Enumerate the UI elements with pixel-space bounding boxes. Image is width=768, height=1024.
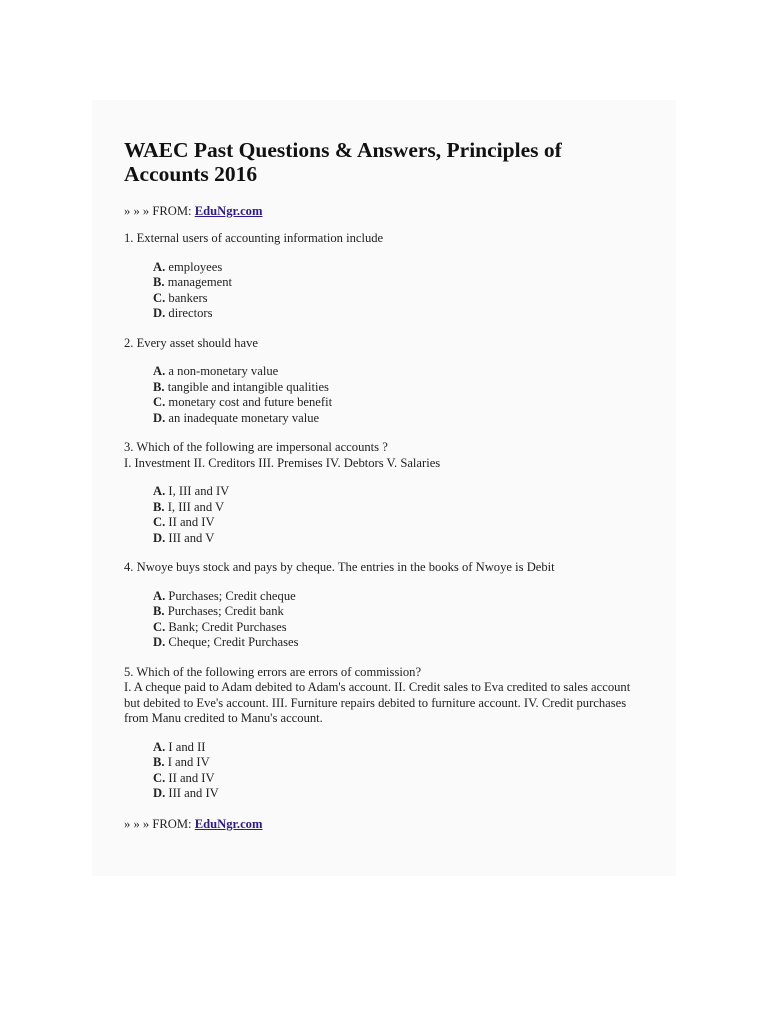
question-detail: I. Investment II. Creditors III. Premises IV. Debtors V. Salaries <box>124 455 441 470</box>
option-text: I and IV <box>167 755 210 769</box>
option-text: III and IV <box>168 786 219 800</box>
option-letter: B. <box>153 755 165 769</box>
option-letter: C. <box>153 770 166 785</box>
option-text: directors <box>168 306 213 320</box>
option-letter: A. <box>153 588 166 603</box>
option-text: Purchases; Credit bank <box>167 604 284 618</box>
option-a <box>153 740 644 756</box>
option-a <box>153 260 644 276</box>
option-letter: C. <box>153 290 166 305</box>
option-d <box>153 786 644 802</box>
option-c <box>153 515 644 531</box>
question-4 <box>124 560 644 651</box>
option-letter: B. <box>153 379 165 394</box>
options-list <box>153 740 644 802</box>
option-b <box>153 275 644 291</box>
question-detail: I. A cheque paid to Adam debited to Adam's account. II. Credit sales to Eva credited to sales account but debited to Eve's account. III. Furniture repairs debited to furniture account. IV. Credit purchases from Manu credited to Manu's account. <box>124 680 631 725</box>
option-d <box>153 306 644 322</box>
option-letter: A. <box>153 484 166 498</box>
option-text: an inadequate monetary value <box>168 410 320 425</box>
option-d <box>153 531 644 547</box>
question-text: 5. Which of the following errors are errors of commission? <box>124 664 422 679</box>
option-text: bankers <box>168 290 208 305</box>
options-list <box>153 589 644 651</box>
option-text: employees <box>168 259 223 274</box>
question-text: 2. Every asset should have <box>124 335 258 350</box>
option-b <box>153 500 644 516</box>
option-letter: B. <box>153 604 165 618</box>
source-prefix: » » » FROM: <box>124 816 192 831</box>
options-list <box>153 260 644 322</box>
option-letter: D. <box>153 786 166 800</box>
source-link[interactable]: EduNgr.com <box>194 204 263 218</box>
document-title: WAEC Past Questions & Answers, Principles of Accounts 2016 <box>124 138 562 186</box>
option-letter: D. <box>153 410 166 425</box>
option-c <box>153 620 644 636</box>
source-link[interactable]: EduNgr.com <box>194 816 263 831</box>
option-text: III and V <box>168 530 215 545</box>
source-line-top <box>124 203 644 219</box>
option-text: II and IV <box>168 515 215 529</box>
option-c <box>153 395 644 411</box>
question-2 <box>124 336 644 427</box>
question-5 <box>124 665 644 802</box>
option-text: Purchases; Credit cheque <box>168 588 296 603</box>
option-d <box>153 411 644 427</box>
option-text: Cheque; Credit Purchases <box>168 635 299 649</box>
option-text: monetary cost and future benefit <box>168 395 333 409</box>
option-text: II and IV <box>168 770 215 785</box>
options-list <box>153 364 644 426</box>
question-text: 1. External users of accounting information include <box>124 231 384 245</box>
option-a <box>153 589 644 605</box>
options-list <box>153 484 644 546</box>
option-b <box>153 755 644 771</box>
option-letter: D. <box>153 306 166 320</box>
question-1 <box>124 231 644 322</box>
option-letter: C. <box>153 619 166 634</box>
option-text: a non-monetary value <box>168 364 279 378</box>
option-text: management <box>167 275 233 289</box>
option-c <box>153 291 644 307</box>
question-text: 3. Which of the following are impersonal accounts ? <box>124 440 388 454</box>
option-d <box>153 635 644 651</box>
option-text: I and II <box>168 739 206 754</box>
option-text: I, III and V <box>167 499 225 514</box>
option-text: I, III and IV <box>168 484 230 498</box>
option-letter: D. <box>153 530 166 545</box>
option-letter: B. <box>153 275 165 289</box>
option-a <box>153 364 644 380</box>
option-letter: A. <box>153 259 166 274</box>
question-3 <box>124 440 644 546</box>
question-text: 4. Nwoye buys stock and pays by cheque. The entries in the books of Nwoye is Debit <box>124 560 555 574</box>
option-letter: B. <box>153 499 165 514</box>
document-content <box>124 138 644 844</box>
option-letter: A. <box>153 739 166 754</box>
option-text: Bank; Credit Purchases <box>168 619 287 634</box>
option-letter: A. <box>153 364 166 378</box>
option-letter: D. <box>153 635 166 649</box>
option-c <box>153 771 644 787</box>
source-prefix: » » » FROM: <box>124 204 192 218</box>
source-line-bottom <box>124 816 644 832</box>
option-letter: C. <box>153 515 166 529</box>
option-letter: C. <box>153 395 166 409</box>
option-b <box>153 380 644 396</box>
option-a <box>153 484 644 500</box>
option-text: tangible and intangible qualities <box>167 379 329 394</box>
option-b <box>153 604 644 620</box>
